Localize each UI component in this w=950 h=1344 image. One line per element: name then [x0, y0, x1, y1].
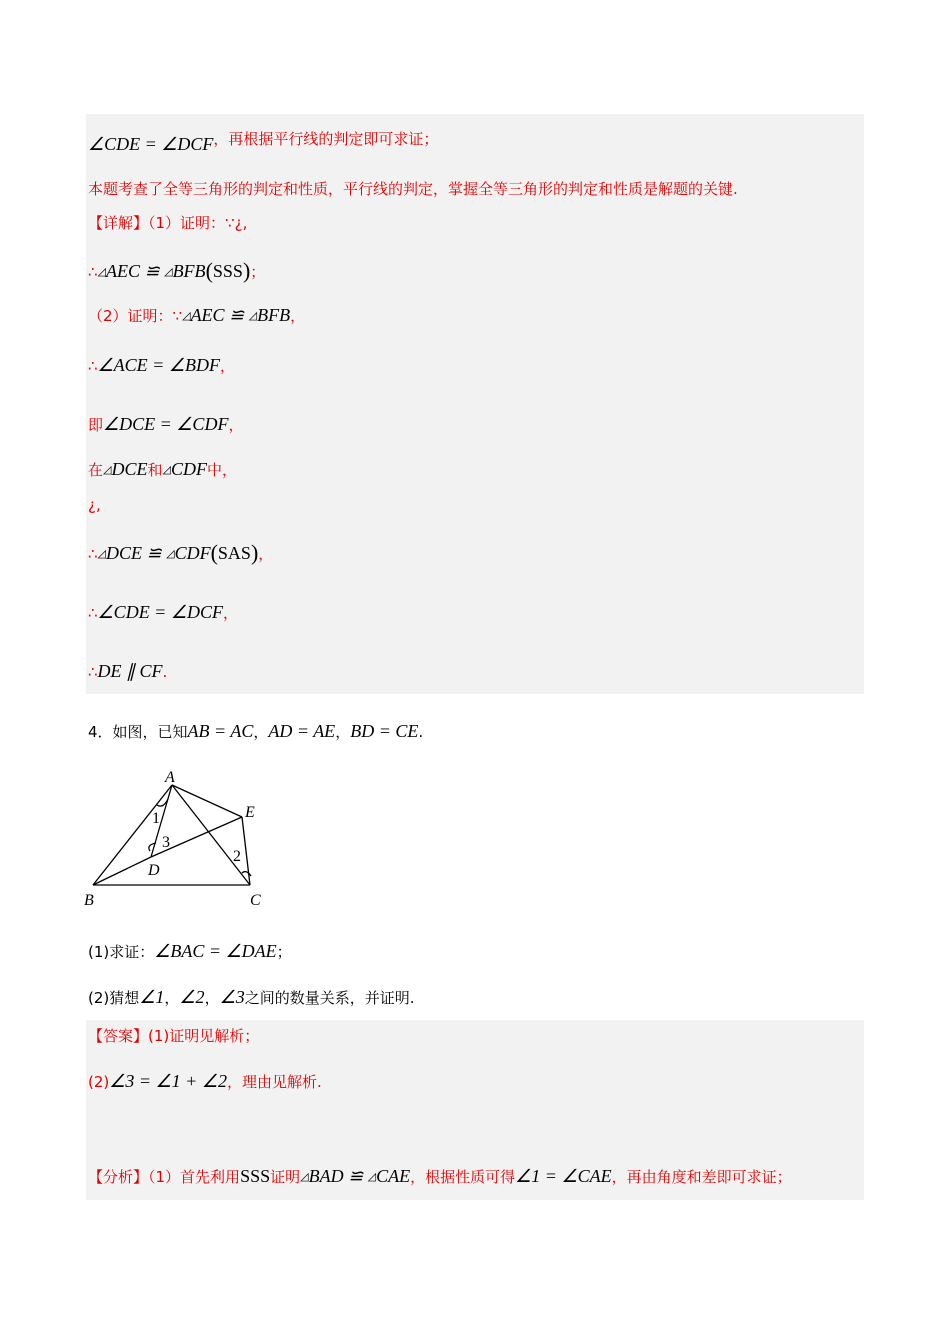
triangle-icon: ◿ — [300, 1171, 309, 1183]
triangle-icon: ◿ — [166, 548, 175, 560]
label-b: B — [84, 892, 94, 909]
triangle-icon: ◿ — [182, 310, 191, 322]
block1-line7: 即∠DCE = ∠CDF， — [88, 414, 244, 434]
label-d: D — [148, 862, 160, 879]
segment-ac — [172, 785, 250, 885]
block2-answer-2: (2)∠3 = ∠1 + ∠2，理由见解析. — [88, 1071, 322, 1091]
block2-analysis: 【分析】（1）首先利用SSS证明◿BAD ≌ ◿CAE，根据性质可得∠1 = ∠CAE，再由角度和差即可求证； — [88, 1166, 792, 1186]
segment-ab — [93, 785, 172, 885]
triangle-icon: ◿ — [164, 266, 173, 278]
triangle-icon: ◿ — [162, 464, 171, 476]
label-e: E — [245, 804, 255, 821]
triangle-icon: ◿ — [97, 266, 107, 278]
block2-answer: 【答案】(1)证明见解析； — [88, 1027, 260, 1045]
block1-line11: ∴∠CDE = ∠DCF， — [88, 602, 238, 622]
sub-question-1: (1)求证：∠BAC = ∠DAE； — [88, 941, 292, 961]
block1-line8: 在◿DCE和◿CDF中， — [88, 459, 237, 479]
geometry-figure — [80, 765, 280, 915]
block1-line5: （2）证明：∵◿AEC ≌ ◿BFB， — [88, 305, 306, 325]
label-angle-2: 2 — [233, 848, 241, 865]
triangle-icon: ◿ — [367, 1171, 377, 1183]
question-4: 4．如图，已知AB = AC，AD = AE，BD = CE. — [88, 721, 424, 741]
block1-line1: ∠CDE = ∠DCF，再根据平行线的判定即可求证； — [88, 130, 439, 154]
segment-ae — [172, 785, 242, 817]
label-angle-3: 3 — [162, 834, 170, 851]
sub-question-2: (2)猜想∠1，∠2，∠3之间的数量关系，并证明. — [88, 987, 415, 1007]
triangle-icon: ◿ — [97, 548, 107, 560]
block1-line2: 本题考查了全等三角形的判定和性质，平行线的判定，掌握全等三角形的判定和性质是解题的关键. — [88, 180, 738, 198]
block1-line10: ∴◿DCE ≌ ◿CDF(SAS)， — [88, 540, 274, 565]
block1-line6: ∴∠ACE = ∠BDF， — [88, 355, 235, 375]
angle-arc-2 — [242, 872, 251, 876]
triangle-icon: ◿ — [248, 310, 258, 322]
segment-bd — [93, 857, 151, 885]
label-c: C — [250, 892, 261, 909]
block1-line9: ¿, — [88, 496, 101, 514]
label-angle-1: 1 — [152, 810, 160, 827]
segment-ec — [242, 817, 250, 885]
triangle-icon: ◿ — [103, 464, 112, 476]
block1-line12: ∴DE ∥ CF. — [88, 661, 168, 681]
block1-line4: ∴◿AEC ≌ ◿BFB(SSS)； — [88, 258, 266, 283]
label-a: A — [165, 769, 175, 786]
block1-line3: 【详解】（1）证明：∵¿, — [88, 214, 248, 232]
